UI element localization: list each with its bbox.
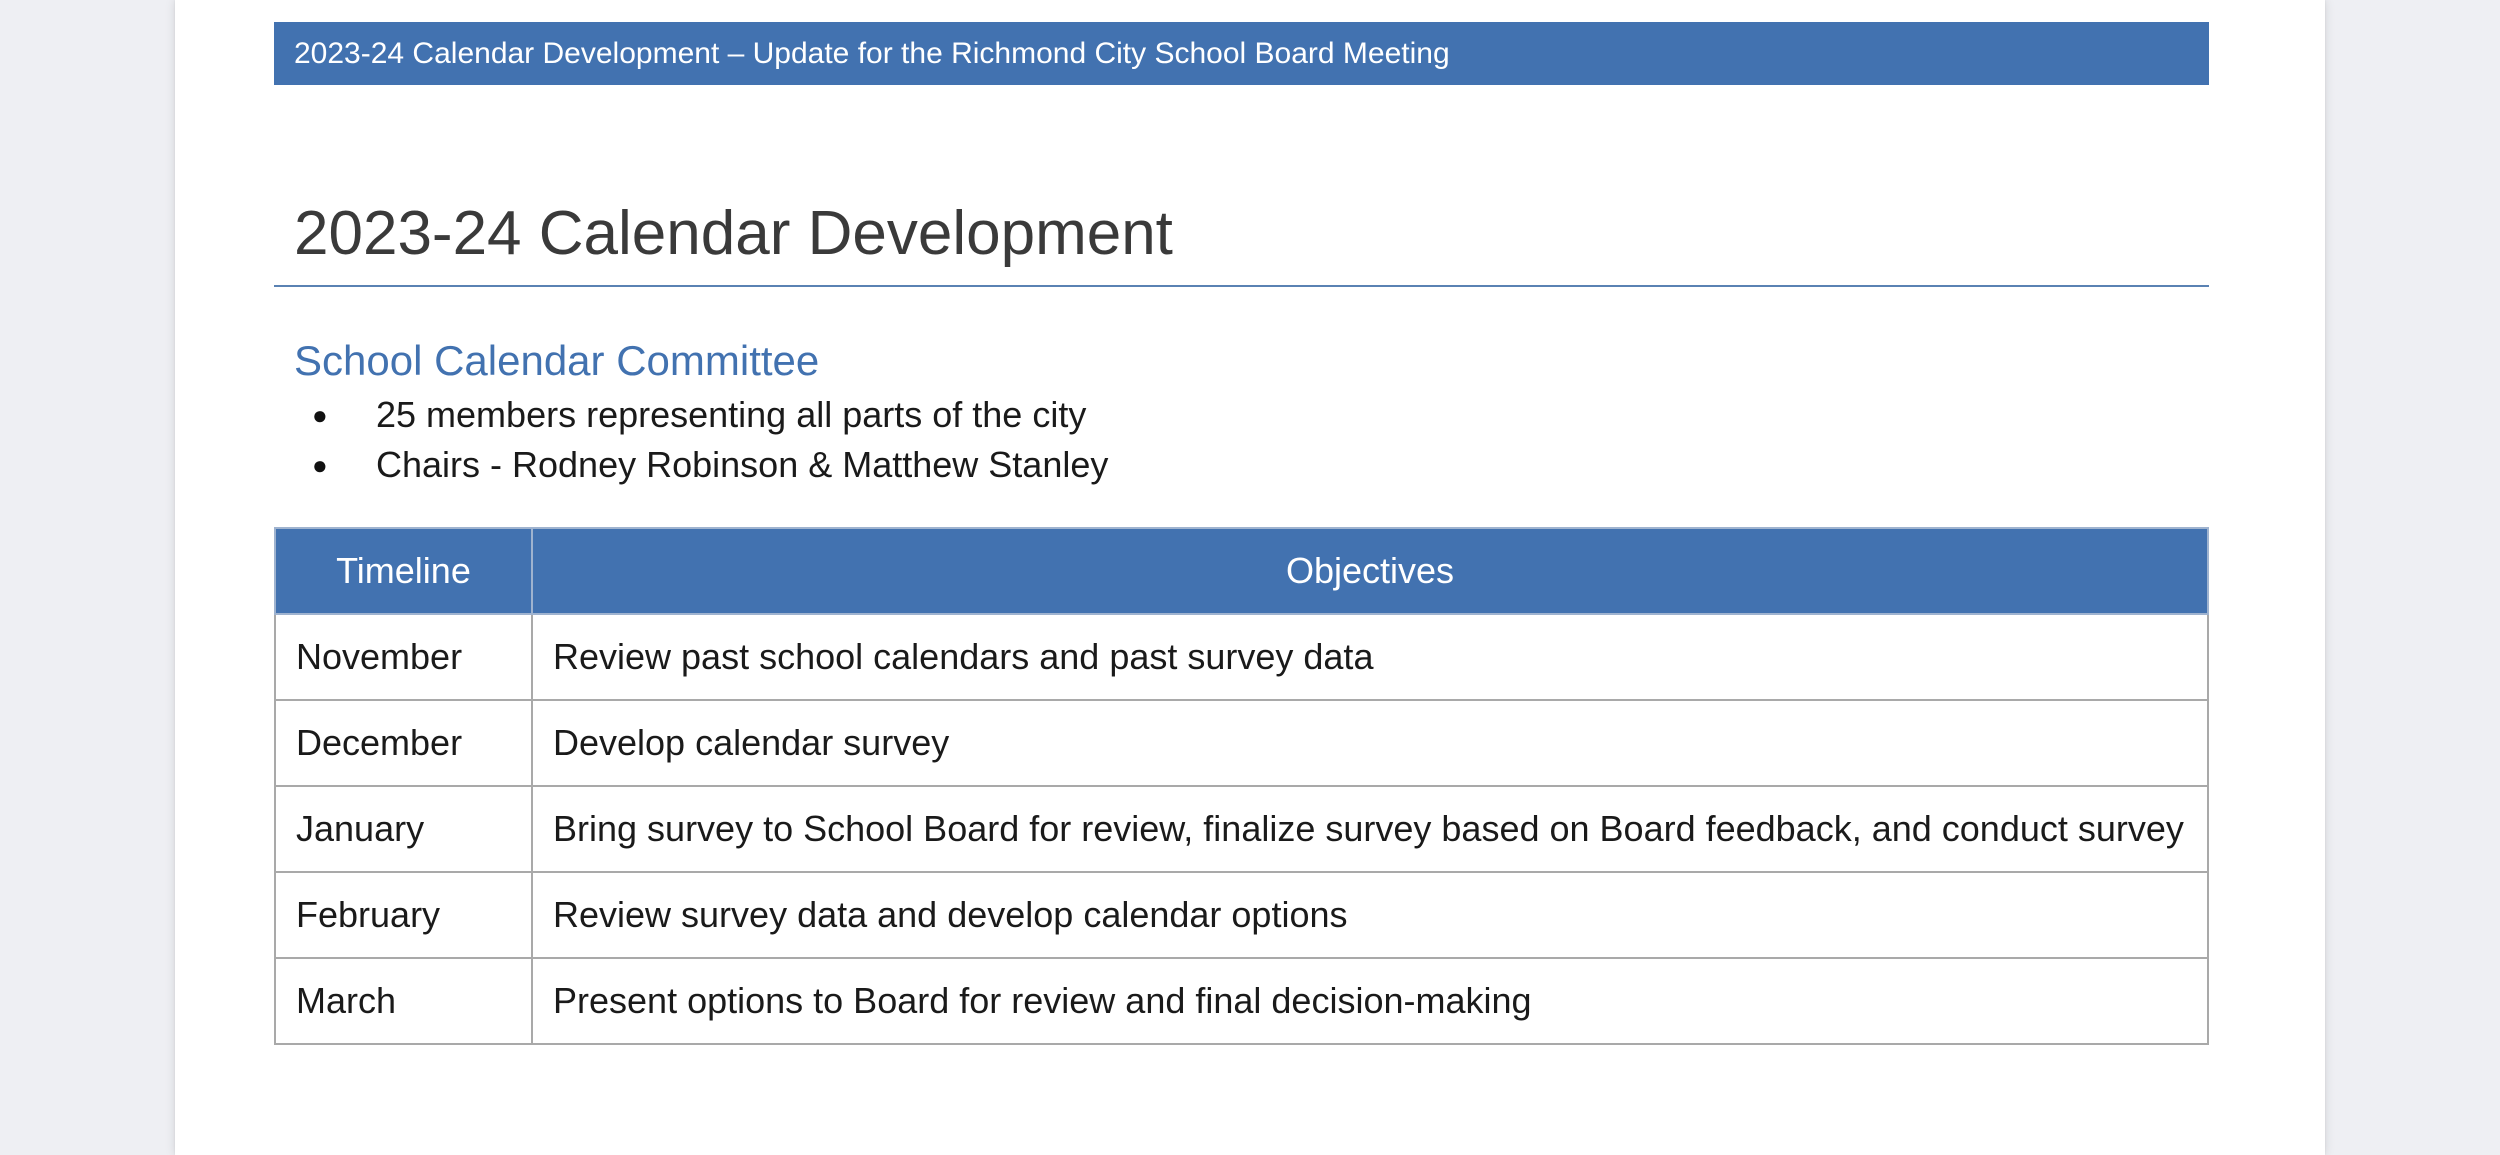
timeline-cell: December — [275, 700, 532, 786]
page-title: 2023-24 Calendar Development — [294, 199, 1173, 268]
table-row — [275, 614, 2208, 700]
timeline-cell: January — [275, 786, 532, 872]
table-row — [275, 872, 2208, 958]
table-row — [275, 958, 2208, 1044]
bullet-icon: ● — [312, 450, 328, 480]
bullet-icon: ● — [312, 400, 328, 430]
objective-cell: Review past school calendars and past survey data — [532, 614, 2208, 700]
column-header-objectives: Objectives — [532, 528, 2208, 614]
section-heading: School Calendar Committee — [294, 337, 820, 384]
timeline-cell: November — [275, 614, 532, 700]
timeline-cell: February — [275, 872, 532, 958]
timeline-table — [274, 527, 2209, 1045]
table-header-row — [275, 528, 2208, 614]
header-banner: 2023-24 Calendar Development – Update for the Richmond City School Board Meeting — [274, 22, 2209, 85]
bullet-text: Chairs - Rodney Robinson & Matthew Stanley — [376, 444, 1109, 485]
objective-cell: Bring survey to School Board for review, finalize survey based on Board feedback, and conduct survey — [532, 786, 2208, 872]
table-row — [275, 700, 2208, 786]
bullet-text: 25 members representing all parts of the city — [376, 394, 1087, 435]
table-row — [275, 786, 2208, 872]
objective-cell: Review survey data and develop calendar options — [532, 872, 2208, 958]
column-header-timeline: Timeline — [275, 528, 532, 614]
objective-cell: Present options to Board for review and final decision-making — [532, 958, 2208, 1044]
timeline-cell: March — [275, 958, 532, 1044]
document-page — [175, 0, 2325, 1155]
objective-cell: Develop calendar survey — [532, 700, 2208, 786]
title-divider — [274, 285, 2209, 287]
